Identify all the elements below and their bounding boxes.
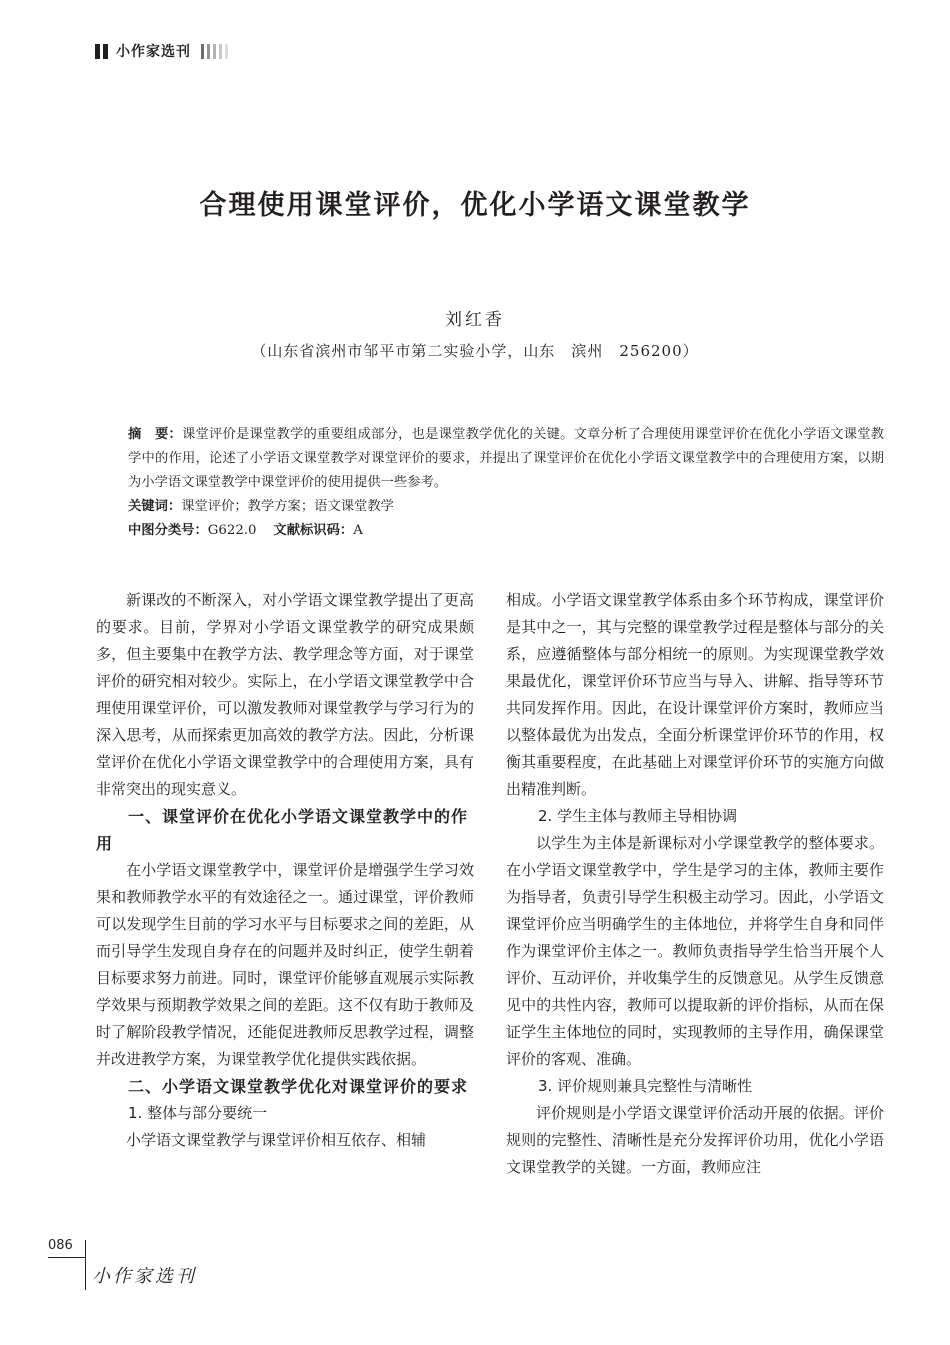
subsection-2-2-paragraph: 以学生为主体是新课标对小学课堂教学的整体要求。在小学语文课堂教学中，学生是学习的主体，教师主要作为指导者，负责引导学生积极主动学习。因此，小学语文课堂评价应当明确学生的主体地位，并将学生自身和同伴作为课堂评价主体之一。教师负责指导学生恰当开展个人评价、互动评价，并收集学生的反馈意见。从学生反馈意见中的共性内容，教师可以提取新的评价指标，从而在保证学生主体地位的同时，实现教师的主导作用，确保课堂评价的客观、准确。 <box>506 834 884 1068</box>
section-1-paragraph: 在小学语文课堂教学中，课堂评价是增强学生学习效果和教师教学水平的有效途径之一。通过课堂，评价教师可以发现学生目前的学习水平与目标要求之间的差距，从而引导学生发现自身存在的问题并及时纠正，使学生朝着目标要求努力前进。同时，课堂评价能够直观展示实际教学效果与预期教学效果之间的差距。这不仅有助于教师及时了解阶段教学情况，还能促进教师反思教学过程，调整并改进教学方案，为课堂教学优化提供实践依据。 <box>96 861 474 1068</box>
intro-paragraph: 新课改的不断深入，对小学语文课堂教学提出了更高的要求。目前，学界对小学语文课堂教学的研究成果颇多，但主要集中在教学方法、教学理念等方面，对于课堂评价的研究相对较少。实际上，在小学语文课堂教学中合理使用课堂评价，可以激发教师对课堂教学与学习行为的深入思考，从而探索更加高效的教学方法。因此，分析课堂评价在优化小学语文课堂教学中的合理使用方案，具有非常突出的现实意义。 <box>96 591 474 798</box>
abstract-label: 摘 要： <box>128 427 183 442</box>
keywords-text: 课堂评价；教学方案；语文课堂教学 <box>181 499 394 514</box>
header-bars-icon <box>95 44 108 59</box>
journal-name: 小作家选刊 <box>116 44 191 60</box>
subsection-heading-2-2: 2. 学生主体与教师主导相协调 <box>538 807 738 825</box>
body-column-left <box>96 587 474 1154</box>
keywords-line <box>96 495 884 519</box>
classification-line <box>96 519 884 543</box>
page-number: 086 <box>48 1238 73 1253</box>
body-column-right <box>506 587 884 1181</box>
header-gradient-bars-icon <box>201 44 228 59</box>
subsection-2-3-paragraph: 评价规则是小学语文课堂评价活动开展的依据。评价规则的完整性、清晰性是充分发挥评价功用，优化小学语文课堂教学的关键。一方面，教师应注 <box>506 1104 884 1176</box>
subsection-2-1-paragraph-cont: 相成。小学语文课堂教学体系由多个环节构成，课堂评价是其中之一，其与完整的课堂教学过程是整体与部分的关系，应遵循整体与部分相统一的原则。为实现课堂教学效果最优化，课堂评价环节应当与导入、讲解、指导等环节共同发挥作用。因此，在设计课堂评价方案时，教师应当以整体最优为出发点，全面分析课堂评价环节的作用，权衡其重要程度，在此基础上对课堂评价环节的实施方向做出精准判断。 <box>506 591 884 798</box>
author-name: 刘红香 <box>445 310 505 330</box>
abstract-paragraph <box>96 423 884 495</box>
author-affiliation: （山东省滨州市邹平市第二实验小学，山东 滨州 256200） <box>251 342 699 360</box>
subsection-heading-2-1: 1. 整体与部分要统一 <box>128 1104 268 1122</box>
clc-label: 中图分类号： <box>128 523 208 538</box>
article-title: 合理使用课堂评价，优化小学语文课堂教学 <box>199 190 751 221</box>
abstract-block <box>96 423 884 543</box>
abstract-text: 课堂评价是课堂教学的重要组成部分，也是课堂教学优化的关键。文章分析了合理使用课堂评价在优化小学语文课堂教学中的作用，论述了小学语文课堂教学对课堂评价的要求，并提出了课堂评价在优化小学语文课堂教学中的合理使用方案，以期为小学语文课堂教学中课堂评价的使用提供一些参考。 <box>128 427 884 490</box>
journal-logo: 小作家选刊 <box>92 1266 197 1287</box>
clc-value: G622.0 <box>207 523 257 538</box>
doc-code-value: A <box>353 523 363 538</box>
running-header <box>95 40 228 62</box>
keywords-label: 关键词： <box>128 499 182 514</box>
doc-code-label: 文献标识码： <box>273 523 354 538</box>
footer-rule-horizontal <box>48 1257 85 1258</box>
subsection-heading-2-3: 3. 评价规则兼具完整性与清晰性 <box>538 1077 753 1095</box>
subsection-2-1-paragraph-start: 小学语文课堂教学与课堂评价相互依存、相辅 <box>126 1131 427 1149</box>
footer-rule-vertical <box>85 1240 86 1290</box>
section-heading-2: 二、小学语文课堂教学优化对课堂评价的要求 <box>128 1077 469 1096</box>
section-heading-1: 一、课堂评价在优化小学语文课堂教学中的作用 <box>96 807 469 853</box>
